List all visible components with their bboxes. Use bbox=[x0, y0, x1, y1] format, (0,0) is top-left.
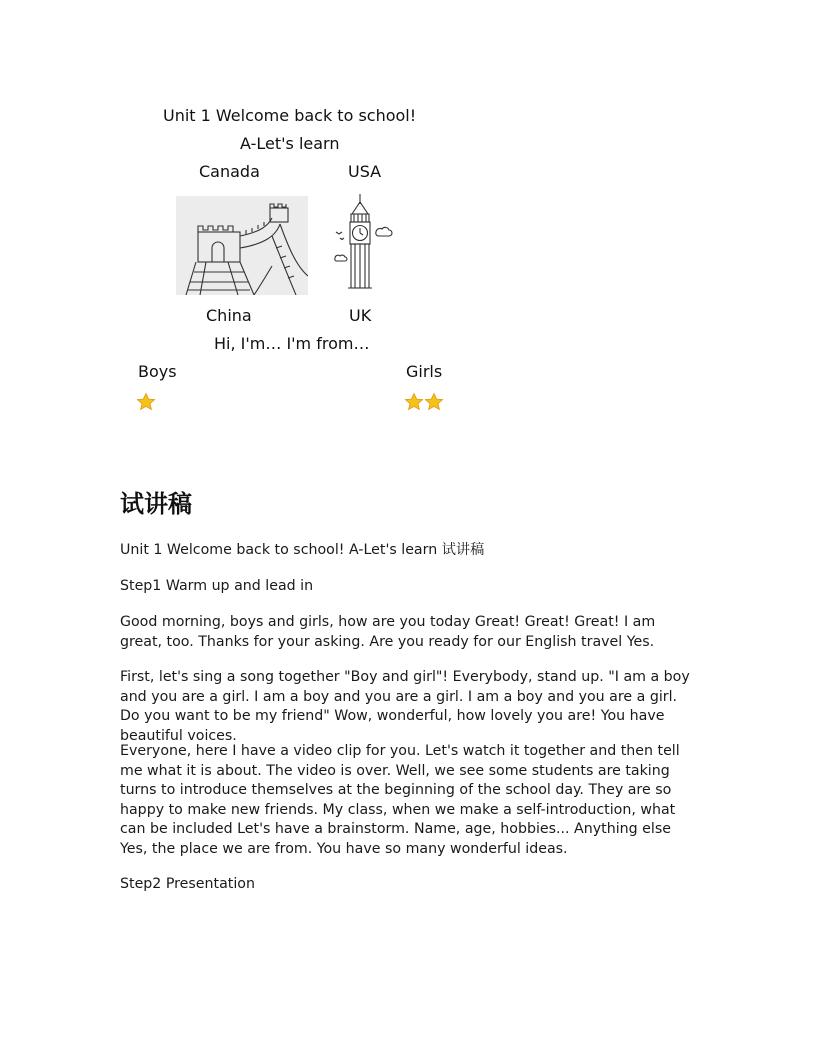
girls-score-stars bbox=[404, 392, 444, 412]
label-canada: Canada bbox=[199, 162, 260, 181]
lesson-board bbox=[130, 100, 460, 430]
section-heading: 试讲稿 bbox=[120, 490, 192, 518]
paragraph-step1: Step1 Warm up and lead in bbox=[120, 578, 314, 594]
paragraph-video: Everyone, here I have a video clip for you. Let's watch it together and then tell me what it is about. The video is over. Well, we see some students are taking turns to introduce themselves at the beginning of the school day. They are so happy to make new friends. My class, when we make a self-introduction, what can be included Let's have a brainstorm. Name, age, hobbies... Anything else Yes, the place we are from. You have so many wonderful ideas. bbox=[120, 743, 680, 857]
great-wall-image bbox=[176, 196, 308, 295]
paragraph-song: First, let's sing a song together "Boy and girl"! Everybody, stand up. "I am a boy and you are a girl. I am a boy and you are a girl. I am a boy and you are a girl. Do you want to be my friend" Wow, wonderful, how lovely you are! You have beautiful voices. bbox=[120, 669, 690, 744]
board-title: Unit 1 Welcome back to school! bbox=[163, 106, 417, 125]
label-girls: Girls bbox=[406, 362, 443, 381]
paragraph-title-line: Unit 1 Welcome back to school! A-Let's learn 试讲稿 bbox=[120, 542, 485, 558]
star-icon bbox=[136, 392, 156, 412]
paragraph-step2: Step2 Presentation bbox=[120, 876, 255, 892]
label-boys: Boys bbox=[138, 362, 177, 381]
label-usa: USA bbox=[348, 162, 382, 181]
star-icon bbox=[404, 392, 424, 412]
board-subtitle: A-Let's learn bbox=[240, 134, 340, 153]
label-china: China bbox=[206, 306, 252, 325]
boys-score-stars bbox=[136, 392, 156, 412]
paragraph-greeting: Good morning, boys and girls, how are you today Great! Great! Great! I am great, too. Thanks for your asking. Are you ready for our English travel Yes. bbox=[120, 614, 656, 650]
board-sentence: Hi, I'm… I'm from… bbox=[214, 334, 370, 353]
label-uk: UK bbox=[349, 306, 372, 325]
big-ben-image bbox=[330, 192, 396, 292]
star-icon bbox=[424, 392, 444, 412]
